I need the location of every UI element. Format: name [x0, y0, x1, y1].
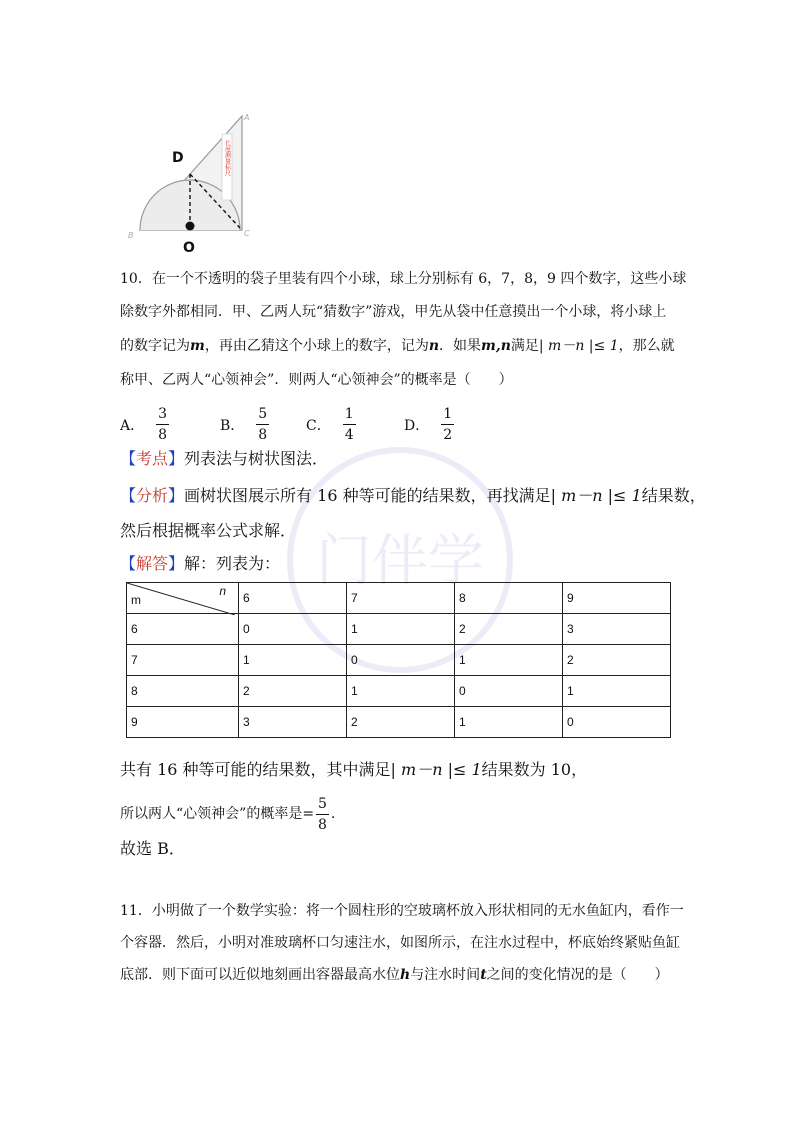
label-o: O	[183, 240, 195, 256]
table-cell: 1	[347, 614, 455, 645]
result-line2: 所以两人“心领神会”的概率是= $\frac{5}{8}$ ．	[120, 795, 345, 833]
table-cell: 1	[563, 676, 671, 707]
table-cell: 1	[455, 645, 563, 676]
fenxi-line1: 【分析】画树状图展示所有 16 种等可能的结果数，再找满足| m－n |≤ 1结果数，	[120, 486, 706, 505]
table-row	[127, 707, 671, 738]
result-line3: 故选 B．	[120, 839, 185, 858]
table-cell: 0	[239, 614, 347, 645]
fenxi-line2: 然后根据概率公式求解．	[120, 521, 297, 540]
table-cell: 2	[563, 645, 671, 676]
table-cell: 0	[563, 707, 671, 738]
option-b[interactable]: B． $\frac{5}{8}$	[220, 406, 268, 443]
jieda-line: 【解答】解：列表为：	[120, 554, 281, 573]
table-header-cell: 9	[563, 583, 671, 614]
table-cell: 0	[455, 676, 563, 707]
watermark-text: 门伴学	[316, 529, 484, 594]
table-cell: 1	[239, 645, 347, 676]
header-m: m	[131, 593, 141, 607]
table-row	[127, 614, 671, 645]
table-cell: 3	[239, 707, 347, 738]
q10-line4: 称甲、乙两人“心领神会”．则两人“心领神会”的概率是（ ）	[120, 372, 513, 388]
table-header-row	[127, 583, 671, 614]
q11-line3: 底部．则下面可以近似地刻画出容器最高水位h与注水时间t之间的变化情况的是（ ）	[120, 967, 669, 983]
q11-line1: 11．小明做了一个数学实验：将一个圆柱形的空玻璃杯放入形状相同的无水鱼缸内，看作一	[120, 903, 684, 919]
table-row	[127, 645, 671, 676]
label-a: A	[244, 113, 250, 122]
kaodian-line: 【考点】列表法与树状图法．	[120, 449, 329, 468]
row-label: 6	[127, 614, 239, 645]
table-header-cell: 6	[239, 583, 347, 614]
option-d[interactable]: D． $\frac{1}{2}$	[404, 406, 453, 443]
table-cell: 2	[239, 676, 347, 707]
q11-line2: 个容器．然后，小明对准玻璃杯口匀速注水，如图所示，在注水过程中，杯底始终紧贴鱼缸	[120, 935, 680, 951]
table-cell: 3	[563, 614, 671, 645]
label-c: C	[244, 229, 250, 238]
table-header-cell: 8	[455, 583, 563, 614]
table-row	[127, 676, 671, 707]
geometry-figure	[126, 110, 266, 260]
probability-table	[126, 582, 671, 738]
result-line1: 共有 16 种等可能的结果数，其中满足| m－n |≤ 1结果数为 10，	[120, 760, 588, 779]
option-c[interactable]: C． $\frac{1}{4}$	[306, 406, 354, 443]
q10-line1: 10．在一个不透明的袋子里装有四个小球，球上分别标有 6，7，8，9 四个数字，这些小球	[120, 271, 687, 287]
label-b: B	[128, 231, 134, 240]
row-label: 7	[127, 645, 239, 676]
q10-line2: 除数字外都相同．甲、乙两人玩“猜数字”游戏，甲先从袋中任意摸出一个小球，将小球上	[120, 304, 667, 320]
table-corner-cell	[127, 583, 239, 614]
label-d: D	[172, 150, 184, 166]
table-cell: 2	[347, 707, 455, 738]
header-n: n	[219, 584, 226, 598]
row-label: 8	[127, 676, 239, 707]
option-a[interactable]: A． $\frac{3}{8}$	[120, 406, 168, 443]
table-cell: 2	[455, 614, 563, 645]
table-header-cell: 7	[347, 583, 455, 614]
q10-line3: 的数字记为m，再由乙猜这个小球上的数字，记为n．如果m,n满足| m－n |≤ 1，那么就	[120, 338, 675, 354]
table-cell: 0	[347, 645, 455, 676]
table-cell: 1	[455, 707, 563, 738]
ruler-text: 长度测量标尺	[223, 140, 231, 176]
table-cell: 1	[347, 676, 455, 707]
row-label: 9	[127, 707, 239, 738]
